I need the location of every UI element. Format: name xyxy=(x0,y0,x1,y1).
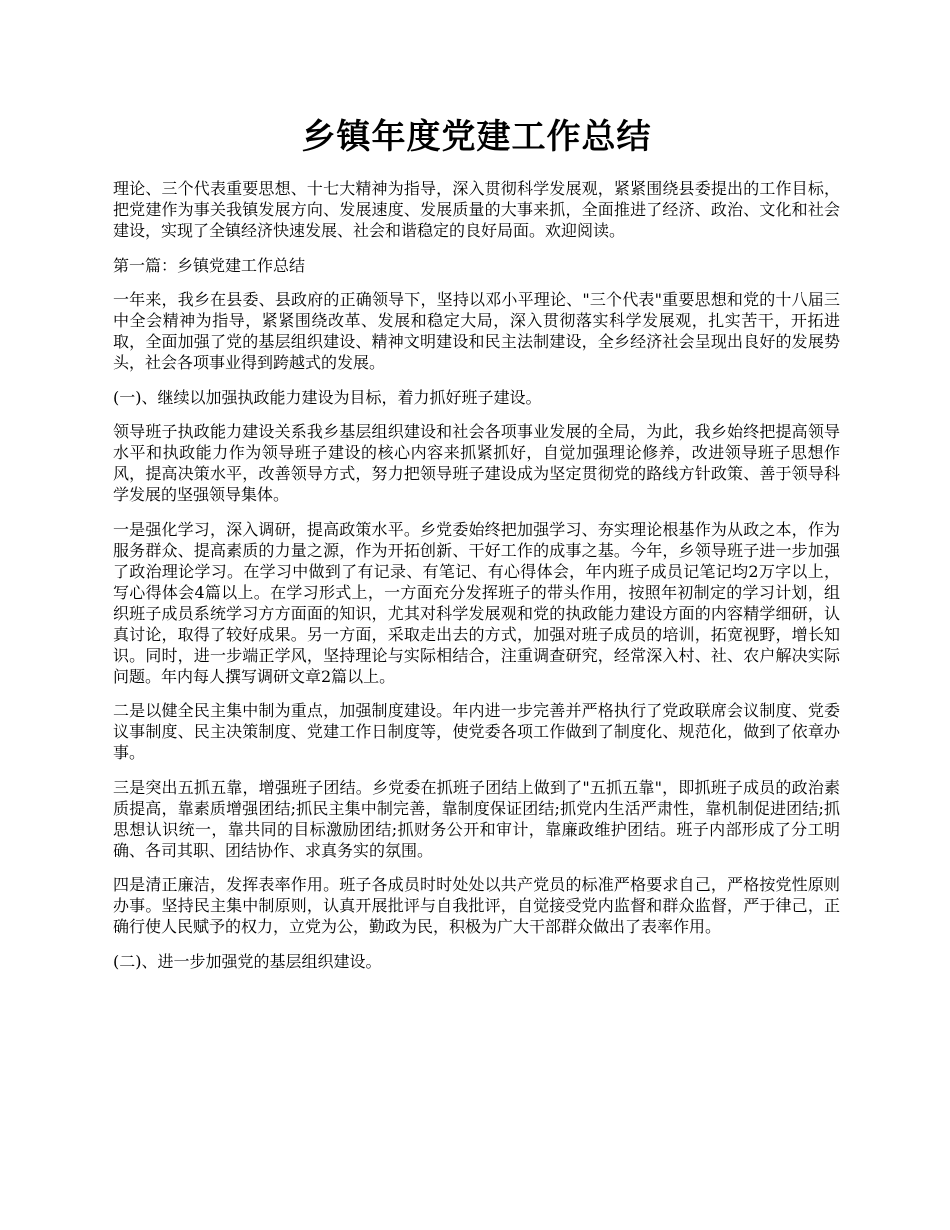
document-title: 乡镇年度党建工作总结 xyxy=(301,117,652,157)
point-four-paragraph: 四是清正廉洁，发挥表率作用。班子各成员时时处处以共产党员的标准严格要求自己，严格按党性原则办事。坚持民主集中制原则，认真开展批评与自我批评，自觉接受党内监督和群众监督，严于律己，正确行使人民赋予的权力，立党为公，勤政为民，积极为广大干部群众做出了表率作用。 xyxy=(113,875,840,936)
intro-paragraph: 理论、三个代表重要思想、十七大精神为指导，深入贯彻科学发展观，紧紧围绕县委提出的工作目标，把党建作为事关我镇发展方向、发展速度、发展质量的大事来抓，全面推进了经济、政治、文化和社会建设，实现了全镇经济快速发展、社会和谐稳定的良好局面。欢迎阅读。 xyxy=(113,179,840,240)
point-two-paragraph: 二是以健全民主集中制为重点，加强制度建设。年内进一步完善并严格执行了党政联席会议制度、党委议事制度、民主决策制度、党建工作日制度等，使党委各项工作做到了制度化、规范化，做到了依章办事。 xyxy=(113,701,840,762)
point-three-paragraph: 三是突出五抓五靠，增强班子团结。乡党委在抓班子团结上做到了"五抓五靠"，即抓班子成员的政治素质提高，靠素质增强团结;抓民主集中制完善，靠制度保证团结;抓党内生活严肃性，靠机制促进团结;抓思想认识统一，靠共同的目标激励团结;抓财务公开和审计，靠廉政维护团结。班子内部形成了分工明确、各司其职、团结协作、求真务实的氛围。 xyxy=(113,777,840,860)
section-heading-part-one: 第一篇：乡镇党建工作总结 xyxy=(113,255,306,275)
subsection-heading-two: (二)、进一步加强党的基层组织建设。 xyxy=(113,951,382,971)
subsection-heading-one: (一)、继续以加强执政能力建设为目标，着力抓好班子建设。 xyxy=(113,387,542,407)
leadership-paragraph: 领导班子执政能力建设关系我乡基层组织建设和社会各项事业发展的全局，为此，我乡始终把提高领导水平和执政能力作为领导班子建设的核心内容来抓紧抓好，自觉加强理论修养，改进领导班子思想作风，提高决策水平，改善领导方式，努力把领导班子建设成为坚定贯彻党的路线方针政策、善于领导科学发展的坚强领导集体。 xyxy=(113,422,840,504)
overview-paragraph: 一年来，我乡在县委、县政府的正确领导下，坚持以邓小平理论、"三个代表"重要思想和党的十八届三中全会精神为指导，紧紧围绕改革、发展和稳定大局，深入贯彻落实科学发展观，扎实苦干，开拓进取，全面加强了党的基层组织建设、精神文明建设和民主法制建设，全乡经济社会呈现出良好的发展势头，社会各项事业得到跨越式的发展。 xyxy=(113,290,840,372)
document-body xyxy=(113,178,840,985)
point-one-paragraph: 一是强化学习，深入调研，提高政策水平。乡党委始终把加强学习、夯实理论根基作为从政之本，作为服务群众、提高素质的力量之源，作为开拓创新、干好工作的成事之基。今年，乡领导班子进一步加强了政治理论学习。在学习中做到了有记录、有笔记、有心得体会，年内班子成员记笔记均2万字以上，写心得体会4篇以上。在学习形式上，一方面充分发挥班子的带头作用，按照年初制定的学习计划，组织班子成员系统学习方方面面的知识，尤其对科学发展观和党的执政能力建设方面的内容精学细研，认真讨论，取得了较好成果。另一方面，采取走出去的方式，加强对班子成员的培训，拓宽视野，增长知识。同时，进一步端正学风，坚持理论与实际相结合，注重调查研究，经常深入村、社、农户解决实际问题。年内每人撰写调研文章2篇以上。 xyxy=(113,519,840,686)
